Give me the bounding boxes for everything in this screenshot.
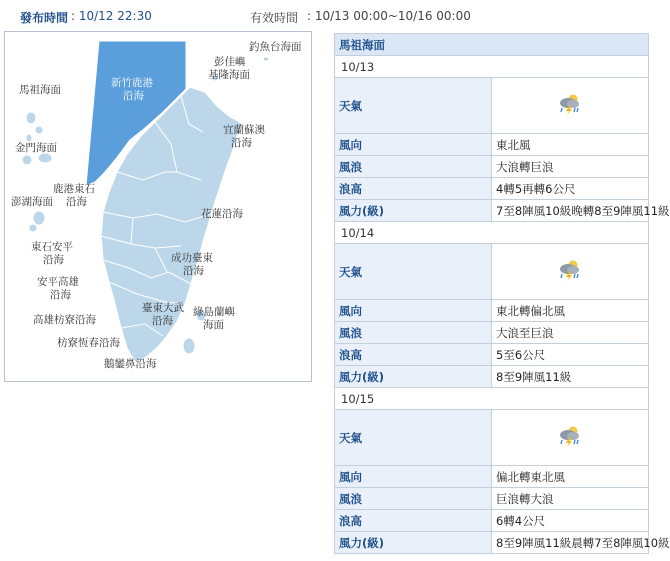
wind-force-label: 風力(級)	[335, 200, 492, 222]
map-label-yilan-2[interactable]: 沿海	[231, 137, 252, 149]
weather-icon-cell	[492, 410, 649, 466]
map-label-pengjia-2[interactable]: 基隆海面	[208, 69, 250, 81]
forecast-wave-height-row	[335, 510, 649, 532]
forecast-wind-force-row	[335, 200, 649, 222]
forecast-date: 10/14	[335, 222, 649, 244]
map-label-kaohsiung[interactable]: 高雄枋寮沿海	[33, 314, 96, 326]
forecast-area-name: 馬祖海面	[335, 34, 649, 56]
forecast-date: 10/13	[335, 56, 649, 78]
wind-dir-label: 風向	[335, 466, 492, 488]
header-bar	[0, 0, 650, 28]
forecast-weather-row	[335, 78, 649, 134]
wind-force-value: 8至9陣風11級	[492, 366, 649, 388]
weather-label: 天氣	[335, 78, 492, 134]
forecast-date-row	[335, 222, 649, 244]
map-label-anping-2[interactable]: 沿海	[50, 289, 71, 301]
rain-thunder-icon	[557, 93, 583, 115]
map-label-dongshi-2[interactable]: 沿海	[43, 254, 64, 266]
wave-height-value: 5至6公尺	[492, 344, 649, 366]
wave-value: 大浪至巨浪	[492, 322, 649, 344]
forecast-wave-row	[335, 488, 649, 510]
forecast-date-row	[335, 56, 649, 78]
wave-height-value: 4轉5再轉6公尺	[492, 178, 649, 200]
weather-label: 天氣	[335, 410, 492, 466]
wave-value: 大浪轉巨浪	[492, 156, 649, 178]
forecast-weather-row	[335, 410, 649, 466]
weather-icon-cell	[492, 78, 649, 134]
forecast-weather-row	[335, 244, 649, 300]
publish-time-value: : 10/12 22:30	[71, 9, 152, 23]
wave-height-label: 浪高	[335, 344, 492, 366]
forecast-wave-row	[335, 322, 649, 344]
forecast-table	[334, 33, 670, 554]
sea-area-map	[4, 31, 312, 382]
map-label-greenisland-2[interactable]: 海面	[203, 319, 224, 331]
valid-time-label: 有效時間	[250, 11, 299, 25]
forecast-wind-dir-row	[335, 134, 649, 156]
map-label-penghu-2[interactable]: 澎湖海面	[11, 196, 53, 208]
map-label-matsu[interactable]: 馬祖海面	[19, 84, 61, 96]
forecast-area-row	[335, 34, 649, 56]
wind-force-label: 風力(級)	[335, 366, 492, 388]
forecast-wave-height-row	[335, 178, 649, 200]
wind-force-label: 風力(級)	[335, 532, 492, 554]
wind-dir-label: 風向	[335, 134, 492, 156]
forecast-wave-height-row	[335, 344, 649, 366]
rain-thunder-icon	[557, 259, 583, 281]
forecast-date: 10/15	[335, 388, 649, 410]
map-label-chenggong-2[interactable]: 沿海	[183, 265, 204, 277]
wind-dir-value: 東北風	[492, 134, 649, 156]
wave-value: 巨浪轉大浪	[492, 488, 649, 510]
wind-dir-value: 偏北轉東北風	[492, 466, 649, 488]
forecast-date-row	[335, 388, 649, 410]
map-label-greenisland-1[interactable]: 綠島蘭嶼	[193, 306, 235, 318]
wave-height-value: 6轉4公尺	[492, 510, 649, 532]
map-label-dawu-2[interactable]: 沿海	[152, 315, 173, 327]
wind-force-value: 7至8陣風10級晚轉8至9陣風11級	[492, 200, 649, 222]
publish-time-label: 發布時間	[20, 11, 69, 25]
map-label-pengjia-1[interactable]: 彭佳嶼	[214, 56, 246, 68]
wave-height-label: 浪高	[335, 510, 492, 532]
map-label-anping-1[interactable]: 安平高雄	[37, 276, 79, 288]
weather-icon-cell	[492, 244, 649, 300]
valid-time-value: : 10/13 00:00~10/16 00:00	[307, 9, 471, 23]
wave-label: 風浪	[335, 322, 492, 344]
map-label-penghu-1[interactable]: 鹿港東石	[53, 183, 95, 195]
map-label-hualien[interactable]: 花蓮沿海	[201, 208, 243, 220]
wave-label: 風浪	[335, 488, 492, 510]
map-label-dongshi-1[interactable]: 東石安平	[31, 241, 73, 253]
forecast-wind-force-row	[335, 532, 649, 554]
map-label-kinmen[interactable]: 金門海面	[15, 142, 57, 154]
map-label-eluanbi[interactable]: 鵝鑾鼻沿海	[104, 358, 157, 370]
map-label-dawu-1[interactable]: 臺東大武	[142, 302, 184, 314]
wind-dir-label: 風向	[335, 300, 492, 322]
forecast-wind-dir-row	[335, 466, 649, 488]
forecast-wind-force-row	[335, 366, 649, 388]
map-label-fangliao[interactable]: 枋寮恆春沿海	[57, 337, 120, 349]
wave-label: 風浪	[335, 156, 492, 178]
map-label-chenggong-1[interactable]: 成功臺東	[171, 252, 213, 264]
wind-force-value: 8至9陣風11級晨轉7至8陣風10級	[492, 532, 649, 554]
wave-height-label: 浪高	[335, 178, 492, 200]
weather-label: 天氣	[335, 244, 492, 300]
map-label-yilan-1[interactable]: 宜蘭蘇澳	[223, 124, 265, 136]
map-label-hsinchu-1[interactable]: 新竹鹿港	[111, 77, 153, 89]
wind-dir-value: 東北轉偏北風	[492, 300, 649, 322]
rain-thunder-icon	[557, 425, 583, 447]
map-label-diaoyutai[interactable]: 釣魚台海面	[249, 41, 302, 53]
map-label-hsinchu-2[interactable]: 沿海	[123, 90, 144, 102]
map-label-penghu-3[interactable]: 沿海	[66, 196, 87, 208]
forecast-wave-row	[335, 156, 649, 178]
forecast-wind-dir-row	[335, 300, 649, 322]
